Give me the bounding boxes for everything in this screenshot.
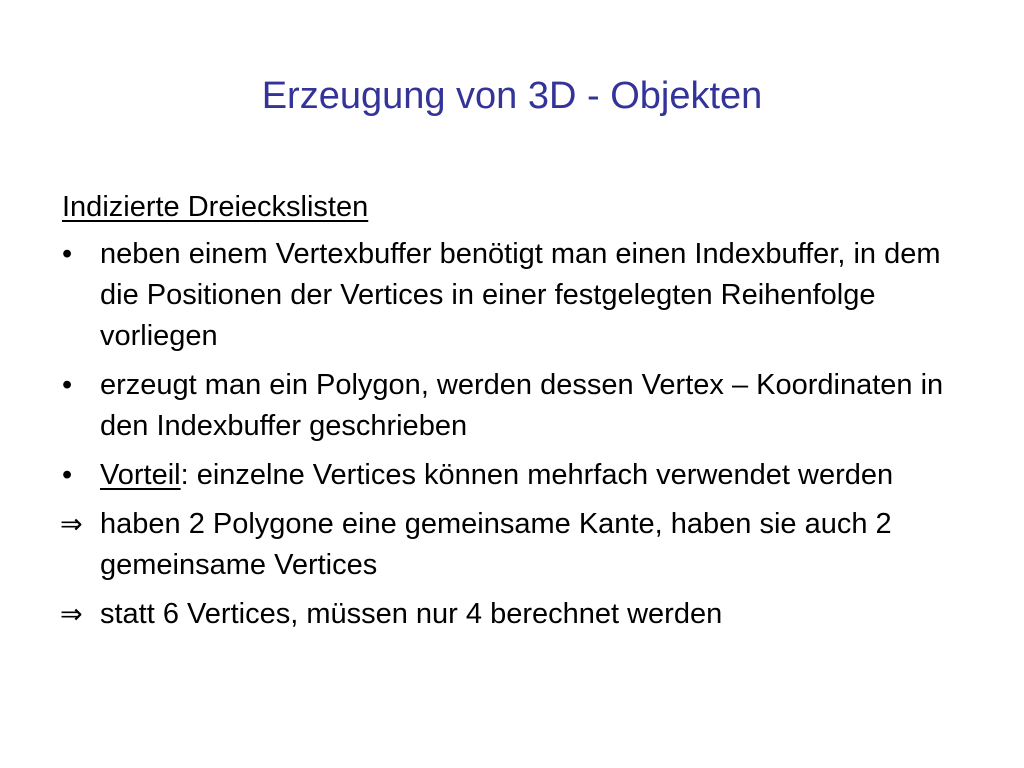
slide-body [62, 187, 962, 643]
bullet-text: neben einem Vertexbuffer benötigt man einen Indexbuffer, in dem die Positionen der Vertices in einer festgelegten Reihenfolge vorliegen [100, 238, 941, 352]
bullet-item [62, 455, 962, 496]
section-heading: Indizierte Dreieckslisten [62, 191, 369, 223]
implies-arrow-icon: ⇒ [60, 599, 83, 630]
implies-arrow-icon: ⇒ [60, 509, 83, 540]
implication-item [62, 594, 962, 635]
bullet-marker: • [62, 459, 73, 491]
implication-text: statt 6 Vertices, müssen nur 4 berechnet werden [100, 598, 723, 630]
bullet-item [62, 365, 962, 447]
implication-item [62, 504, 962, 586]
bullet-marker: • [62, 238, 73, 270]
bullet-marker: • [62, 369, 73, 401]
bullet-text: erzeugt man ein Polygon, werden dessen Vertex – Koordinaten in den Indexbuffer geschrieben [100, 369, 944, 442]
implication-text: haben 2 Polygone eine gemeinsame Kante, haben sie auch 2 gemeinsame Vertices [100, 508, 892, 581]
bullet-item [62, 234, 962, 357]
bullet-text: : einzelne Vertices können mehrfach verwendet werden [180, 459, 894, 491]
slide-title: Erzeugung von 3D - Objekten [261, 75, 763, 117]
advantage-label: Vorteil [100, 459, 181, 491]
